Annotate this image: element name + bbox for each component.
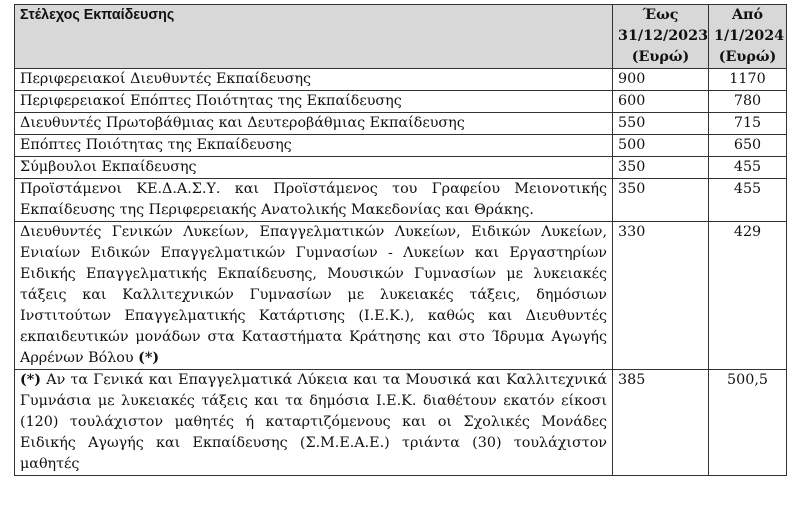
row-from: 500,5: [709, 370, 787, 476]
row-from: 780: [709, 91, 787, 113]
footnote-marker: (*): [138, 350, 160, 366]
row-role: Διευθυντές Γενικών Λυκείων, Επαγγελματικών Λυκείων, Ειδικών Λυκείων, Ενιαίων Ειδικών Επαγγελματικών Γυμνασίων - Λυκείων και Εργαστηρίων Ειδικής Επαγγελματικής Εκπαίδευσης, Μουσικών Γυμνασίων με λυκειακές τάξεις και Καλλιτεχνικών Γυμνασίων με λυκειακές τάξεις, δημόσιων Ινστιτούτων Επαγγελματικής Κατάρτισης (Ι.Ε.Κ.), καθώς και Διευθυντές εκπαιδευτικών μονάδων στα Καταστήματα Κράτησης και στο Ίδρυμα Αγωγής Αρρένων Βόλου: [20, 224, 607, 366]
row-from: 429: [709, 222, 787, 370]
footnote-cell: [15, 370, 613, 476]
row-role: Προϊστάμενοι ΚΕ.Δ.Α.Σ.Υ. και Προϊστάμενος του Γραφείου Μειονοτικής Εκπαίδευσης της Περιφερειακής Ανατολικής Μακεδονίας και Θράκης.: [15, 179, 613, 222]
footnote-text: Αν τα Γενικά και Επαγγελματικά Λύκεια και τα Μουσικά και Καλλιτεχνικά Γυμνάσια με λυκειακές τάξεις και τα δημόσια Ι.Ε.Κ. διαθέτουν εκατόν είκοσι (120) τουλάχιστον μαθητές ή καταρτιζόμενους και οι Σχολικές Μονάδες Ειδικής Αγωγής και Εκπαίδευσης (Σ.Μ.Ε.Α.Ε.) τριάντα (30) τουλάχιστον μαθητές: [20, 372, 607, 472]
row-until: 350: [613, 179, 709, 222]
row-from: 1170: [709, 69, 787, 91]
table-row: [15, 222, 787, 370]
row-role: Επόπτες Ποιότητας της Εκπαίδευσης: [15, 135, 613, 157]
row-until: 385: [613, 370, 709, 476]
row-from: 715: [709, 113, 787, 135]
row-role-cell: [15, 222, 613, 370]
row-until: 500: [613, 135, 709, 157]
table-row: [15, 135, 787, 157]
row-role: Διευθυντές Πρωτοβάθμιας και Δευτεροβάθμιας Εκπαίδευσης: [15, 113, 613, 135]
header-row: [15, 5, 787, 69]
footnote-marker: (*): [20, 372, 42, 388]
row-until: 330: [613, 222, 709, 370]
row-from: 455: [709, 179, 787, 222]
table-row: [15, 157, 787, 179]
row-until: 550: [613, 113, 709, 135]
row-until: 350: [613, 157, 709, 179]
row-until: 600: [613, 91, 709, 113]
table-row: [15, 69, 787, 91]
header-until: Έως 31/12/2023 (Ευρώ): [613, 5, 709, 69]
header-from: Από 1/1/2024 (Ευρώ): [709, 5, 787, 69]
row-role: Σύμβουλοι Εκπαίδευσης: [15, 157, 613, 179]
row-from: 650: [709, 135, 787, 157]
footnote-row: [15, 370, 787, 476]
table-row: [15, 179, 787, 222]
row-role: Περιφερειακοί Διευθυντές Εκπαίδευσης: [15, 69, 613, 91]
allowance-table: [14, 4, 787, 476]
row-from: 455: [709, 157, 787, 179]
header-role: Στέλεχος Εκπαίδευσης: [15, 5, 613, 69]
table-row: [15, 91, 787, 113]
row-until: 900: [613, 69, 709, 91]
row-role: Περιφερειακοί Επόπτες Ποιότητας της Εκπαίδευσης: [15, 91, 613, 113]
table-row: [15, 113, 787, 135]
